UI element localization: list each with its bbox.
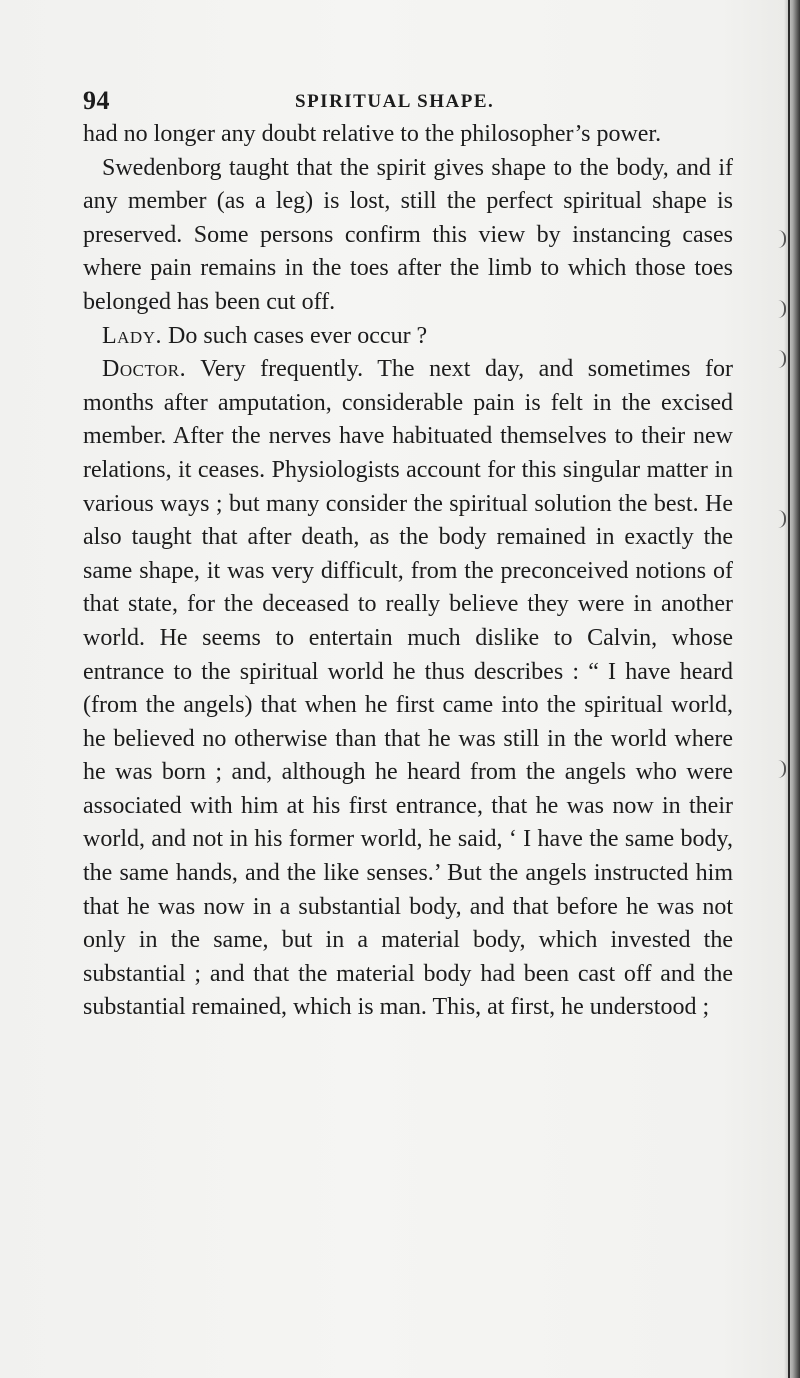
page-header	[83, 86, 733, 116]
body-text	[83, 118, 733, 1025]
speaker-label: Doctor.	[102, 356, 187, 383]
paragraph-text: Do such cases ever occur ?	[162, 322, 428, 349]
page-number: 94	[83, 86, 110, 115]
speaker-label: Lady.	[102, 322, 162, 349]
paragraph-continuation	[83, 118, 733, 152]
running-head: SPIRITUAL SHAPE.	[295, 91, 495, 112]
paragraph-text: Swedenborg taught that the spirit gives shape to the body, and if any member (as a leg) is lost, still the perfect spiritual shape is preserved. Some persons confirm this view by instancing cases where pain remains in the toes after the limb to which those toes belonged has been cut off.	[83, 154, 733, 315]
paragraph-text: Very frequently. The next day, and sometimes for months after amputation, considerable pain is felt in the excised member. After the nerves have habituated themselves to their new relations, it ceases. Physiologists account for this singular matter in various ways ; but many consider the spiritual solution the best. He also taught that after death, as the body remained in exactly the same shape, it was very difficult, from the preconceived notions of that state, for the deceased to really believe they were in another world. He seems to entertain much dislike to Calvin, whose entrance to the spiritual world he thus describes : “ I have heard (from the angels) that when he first came into the spiritual world, he believed no otherwise than that he was still in the world where he was born ; and, although he heard from the angels who were associated with him at his first entrance, that he was now in their world, and not in his former world, he said, ‘ I have the same body, the same hands, and the like senses.’ But the angels instructed him that he was now in a substantial body, and that before he was not only in the same, but in a material body, which invested the substantial ; and that the material body had been cast off and the substantial remained, which is man. This, at first, he understood ;	[83, 356, 733, 1021]
paragraph-swedenborg	[83, 152, 733, 320]
paragraph-text: had no longer any doubt relative to the philosopher’s power.	[83, 121, 662, 147]
binding-shadow	[784, 0, 800, 1378]
paragraph-doctor	[83, 353, 733, 1025]
paragraph-lady	[83, 320, 733, 354]
binding-line	[788, 0, 790, 1378]
